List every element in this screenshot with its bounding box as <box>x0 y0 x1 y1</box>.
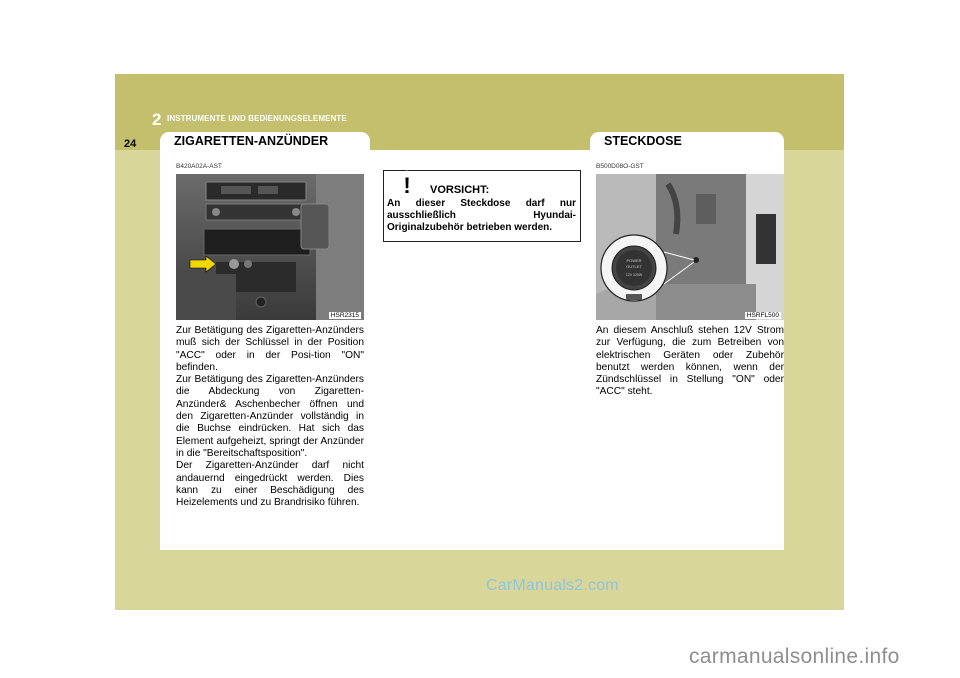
warning-text: An dieser Steckdose darf nur ausschließlich Hyundai-Originalzubehör betrieben werden. <box>387 198 576 233</box>
warning-triangle-icon <box>392 170 422 196</box>
section-title-cigarette-lighter: ZIGARETTEN-ANZÜNDER <box>174 134 329 148</box>
watermark-carmanualsonline[interactable]: carmanualsonline.info <box>689 645 900 668</box>
socket-label-3: 12V 120W <box>625 273 643 277</box>
paragraph-right-1: An diesem Anschluß stehen 12V Strom zur Verfügung, die zum Betreiben von elektrischen Geräten oder Zubehör benutzt werden können, wenn der Zündschlüssel in Stellung "ON" oder "ACC" steht. <box>596 325 784 398</box>
paragraph-2: Zur Betätigung des Zigaretten-Anzünders die Abdeckung von Zigaretten-Anzünder& Aschenbecher öffnen und den Zigaretten-Anzünder vollständig in die Buchse eindrücken. Hat sich das Element aufgeheizt, springt der Anzünder in die "Bereitschaftsposition". <box>176 374 364 459</box>
photo-power-outlet <box>596 174 784 320</box>
image-code-right: HSRFL500 <box>746 312 779 319</box>
page-number: 24 <box>124 138 137 150</box>
photo-cigarette-lighter <box>176 174 364 320</box>
body-text-right <box>596 325 784 399</box>
socket-label-1: POWER <box>626 258 642 263</box>
watermark-carmanuals2[interactable]: CarManuals2.com <box>486 577 619 594</box>
chapter-number: 2 <box>152 110 162 129</box>
section-tab-left <box>160 132 370 150</box>
paragraph-3: Der Zigaretten-Anzünder darf nicht andauernd eingedrückt werden. Dies kann zu einer Beschädigung des Heizelements und zu Brandrisiko führen. <box>176 460 364 509</box>
chapter-title: INSTRUMENTE UND BEDIENUNGSELEMENTE <box>167 114 347 123</box>
section-code-right: B500D08O-GST <box>596 163 644 170</box>
section-title-power-outlet: STECKDOSE <box>604 134 682 148</box>
paragraph-1: Zur Betätigung des Zigaretten-Anzünders muß sich der Schlüssel in der Position "ACC" oder in der Posi-tion "ON" befinden. <box>176 325 364 373</box>
section-code-left: B420A02A-AST <box>176 163 222 170</box>
image-code-left: HSR2315 <box>330 312 359 319</box>
section-tab-right <box>590 132 784 150</box>
warning-box <box>383 170 581 242</box>
body-text-left <box>176 325 364 509</box>
warning-title: VORSICHT: <box>430 184 490 196</box>
outlet-photo-icon <box>596 174 784 320</box>
socket-label-2: OUTLET <box>626 264 642 269</box>
dashboard-photo-icon <box>176 174 364 320</box>
svg-text:!: ! <box>403 173 411 196</box>
